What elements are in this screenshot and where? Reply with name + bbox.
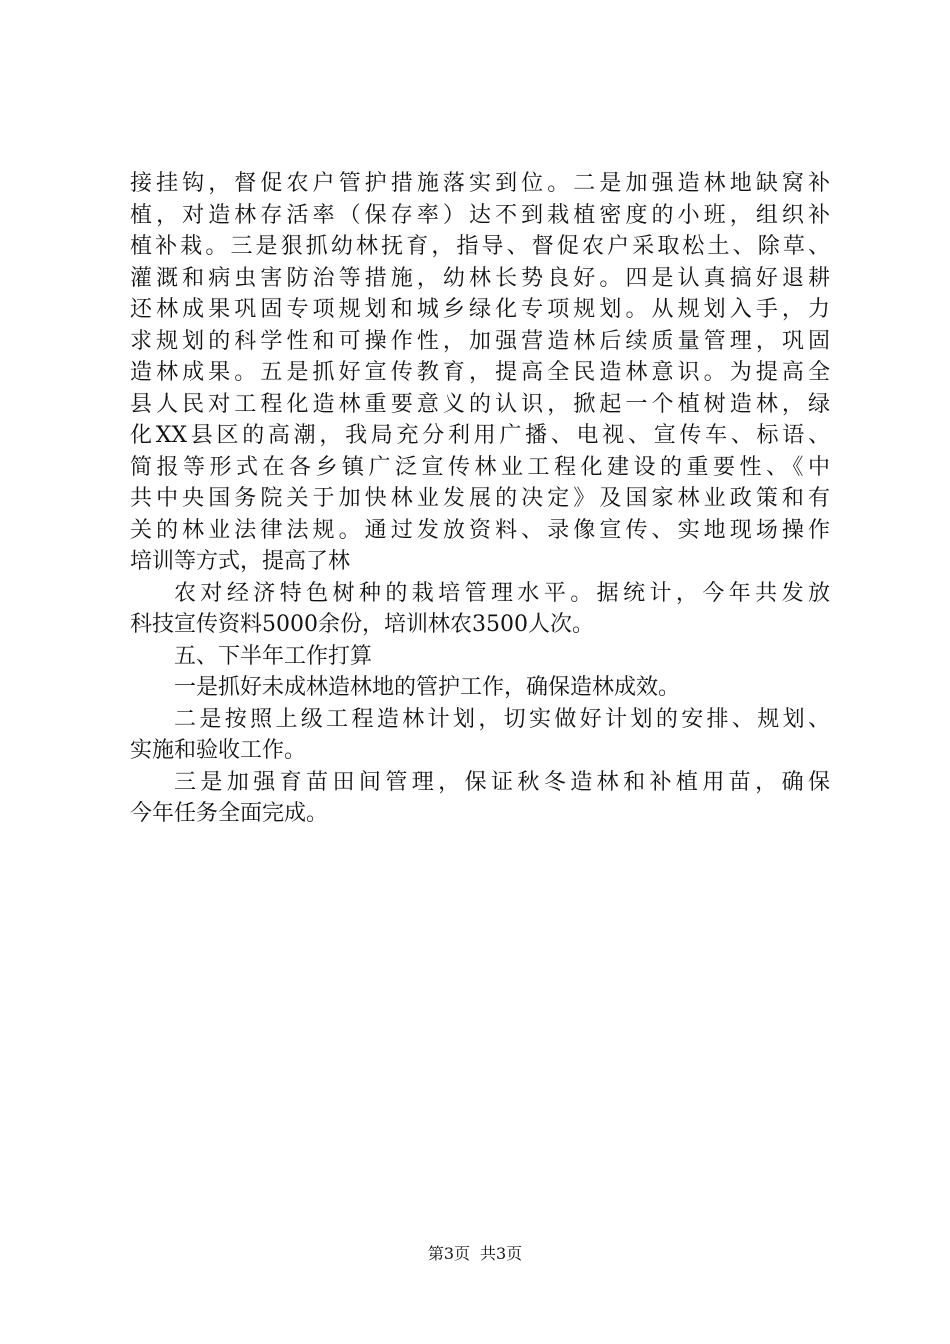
page-number-total: 共3页	[480, 1244, 523, 1263]
text-line: 植，对造林存活率（保存率）达不到栽植密度的小班，组织补	[130, 202, 830, 228]
text-line: 简报等形式在各乡镇广泛宣传林业工程化建设的重要性、《中	[130, 454, 830, 480]
text-line: 还林成果巩固专项规划和城乡绿化专项规划。从规划入手，力	[130, 297, 830, 322]
page-footer	[0, 1244, 950, 1264]
text-line: 接挂钩，督促农户管护措施落实到位。二是加强造林地缺窝补	[130, 171, 830, 196]
text-line: 科技宣传资料5000余份，培训林农3500人次。	[130, 612, 594, 637]
text-line: 二是按照上级工程造林计划，切实做好计划的安排、规划、	[174, 706, 830, 732]
text-line: 造林成果。五是抓好宣传教育，提高全民造林意识。为提高全	[130, 360, 830, 385]
text-line: 三是加强育苗田间管理，保证秋冬造林和补植用苗，确保	[174, 769, 830, 795]
text-line: 农对经济特色树种的栽培管理水平。据统计，今年共发放	[174, 580, 830, 606]
page-number-current: 第3页	[427, 1244, 470, 1263]
text-line: 县人民对工程化造林重要意义的认识，掀起一个植树造林，绿	[130, 391, 830, 417]
text-line: 灌溉和病虫害防治等措施，幼林长势良好。四是认真搞好退耕	[130, 265, 830, 291]
text-line: 关的林业法律法规。通过发放资料、录像宣传、实地现场操作	[130, 517, 830, 543]
text-line: 今年任务全面完成。	[130, 801, 329, 826]
text-line: 培训等方式，提高了林	[130, 549, 351, 574]
text-line: 五、下半年工作打算	[174, 643, 373, 669]
document-body	[130, 168, 830, 830]
text-line: 化XX县区的高潮，我局充分利用广播、电视、宣传车、标语、	[130, 423, 830, 448]
text-line: 植补栽。三是狠抓幼林抚育，指导、督促农户采取松土、除草、	[130, 234, 830, 259]
text-line: 实施和验收工作。	[130, 738, 307, 763]
text-line: 一是抓好未成林造林地的管护工作，确保造林成效。	[174, 675, 681, 700]
text-line: 共中央国务院关于加快林业发展的决定》及国家林业政策和有	[130, 486, 830, 511]
text-line: 求规划的科学性和可操作性，加强营造林后续质量管理，巩固	[130, 328, 830, 354]
